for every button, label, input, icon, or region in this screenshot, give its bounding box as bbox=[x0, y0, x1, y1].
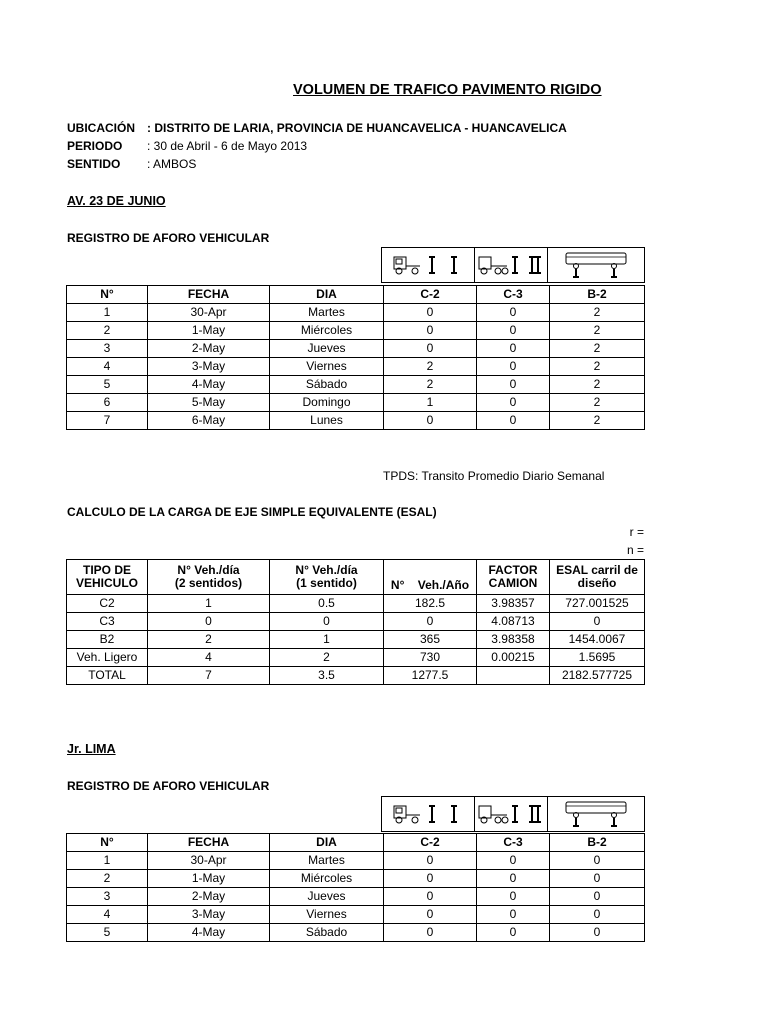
col-header-fecha: FECHA bbox=[148, 286, 270, 304]
col-header-c2: C-2 bbox=[384, 834, 477, 852]
truck-c2-icon bbox=[392, 803, 464, 825]
col-header-b2: B-2 bbox=[550, 834, 645, 852]
vehicle-icons-row-2 bbox=[381, 796, 645, 832]
col-header-anio: N° Veh./Año bbox=[384, 560, 477, 595]
vehicle-icons-row bbox=[381, 247, 645, 283]
col-header-n: N° bbox=[67, 286, 148, 304]
section-title-jr-lima: Jr. LIMA bbox=[67, 742, 116, 756]
esal-r-label: r = bbox=[629, 525, 644, 539]
table-row: 5 4-May Sábado 0 0 0 bbox=[67, 924, 645, 942]
page-title: VOLUMEN DE TRAFICO PAVIMENTO RIGIDO bbox=[293, 82, 602, 98]
aforo-table-jr-lima bbox=[66, 833, 645, 942]
esal-n-label: n = bbox=[626, 543, 644, 557]
esal-table bbox=[66, 559, 645, 685]
meta-sentido: SENTIDO : AMBOS bbox=[67, 157, 197, 171]
truck-c3-icon-cell bbox=[475, 797, 548, 832]
col-header-factor: FACTOR CAMION bbox=[477, 560, 550, 595]
section-title-av-23-junio: AV. 23 DE JUNIO bbox=[67, 194, 166, 208]
esal-header-row bbox=[67, 560, 645, 595]
table-total-row: TOTAL 7 3.5 1277.5 2182.577725 bbox=[67, 667, 645, 685]
tpds-note: TPDS: Transito Promedio Diario Semanal bbox=[383, 469, 605, 483]
meta-periodo: PERIODO : 30 de Abril - 6 de Mayo 2013 bbox=[67, 139, 308, 153]
table-row: C3 0 0 0 4.08713 0 bbox=[67, 613, 645, 631]
col-header-b2: B-2 bbox=[550, 286, 645, 304]
meta-ubicacion: UBICACIÓN : DISTRITO DE LARIA, PROVINCIA DE HUANCAVELICA - HUANCAVELICA bbox=[67, 121, 567, 135]
bus-b2-icon bbox=[564, 800, 628, 828]
table-row: 4 3-May Viernes 2 0 2 bbox=[67, 358, 645, 376]
table-row: B2 2 1 365 3.98358 1454.0067 bbox=[67, 631, 645, 649]
table-header-row bbox=[67, 834, 645, 852]
table-row: 1 30-Apr Martes 0 0 2 bbox=[67, 304, 645, 322]
col-header-c3: C-3 bbox=[477, 286, 550, 304]
section-subtitle: REGISTRO DE AFORO VEHICULAR bbox=[67, 231, 270, 245]
col-header-dia: DIA bbox=[270, 286, 384, 304]
bus-b2-icon-cell bbox=[548, 248, 645, 283]
esal-title: CALCULO DE LA CARGA DE EJE SIMPLE EQUIVALENTE (ESAL) bbox=[67, 505, 437, 519]
table-row: 1 30-Apr Martes 0 0 0 bbox=[67, 852, 645, 870]
col-header-tipo: TIPO DE VEHICULO bbox=[67, 560, 148, 595]
table-row: 3 2-May Jueves 0 0 0 bbox=[67, 888, 645, 906]
truck-c3-icon-cell bbox=[475, 248, 548, 283]
aforo-table-av-23-junio bbox=[66, 285, 645, 430]
col-header-dia: DIA bbox=[270, 834, 384, 852]
table-row: 6 5-May Domingo 1 0 2 bbox=[67, 394, 645, 412]
col-header-dia2: N° Veh./día (2 sentidos) bbox=[148, 560, 270, 595]
table-row: Veh. Ligero 4 2 730 0.00215 1.5695 bbox=[67, 649, 645, 667]
truck-c2-icon-cell bbox=[382, 797, 475, 832]
table-header-row bbox=[67, 286, 645, 304]
col-header-c3: C-3 bbox=[477, 834, 550, 852]
col-header-dia1: N° Veh./día (1 sentido) bbox=[270, 560, 384, 595]
col-header-n: N° bbox=[67, 834, 148, 852]
truck-c2-icon-cell bbox=[382, 248, 475, 283]
col-header-esal: ESAL carril de diseño bbox=[550, 560, 645, 595]
table-row: 5 4-May Sábado 2 0 2 bbox=[67, 376, 645, 394]
table-row: 7 6-May Lunes 0 0 2 bbox=[67, 412, 645, 430]
bus-b2-icon bbox=[564, 251, 628, 279]
table-row: 4 3-May Viernes 0 0 0 bbox=[67, 906, 645, 924]
truck-c3-icon bbox=[477, 254, 545, 276]
col-header-c2: C-2 bbox=[384, 286, 477, 304]
col-header-fecha: FECHA bbox=[148, 834, 270, 852]
truck-c3-icon bbox=[477, 803, 545, 825]
table-row: 3 2-May Jueves 0 0 2 bbox=[67, 340, 645, 358]
table-row: 2 1-May Miércoles 0 0 0 bbox=[67, 870, 645, 888]
truck-c2-icon bbox=[392, 254, 464, 276]
table-row: 2 1-May Miércoles 0 0 2 bbox=[67, 322, 645, 340]
table-row: C2 1 0.5 182.5 3.98357 727.001525 bbox=[67, 595, 645, 613]
bus-b2-icon-cell bbox=[548, 797, 645, 832]
section-subtitle-2: REGISTRO DE AFORO VEHICULAR bbox=[67, 779, 270, 793]
